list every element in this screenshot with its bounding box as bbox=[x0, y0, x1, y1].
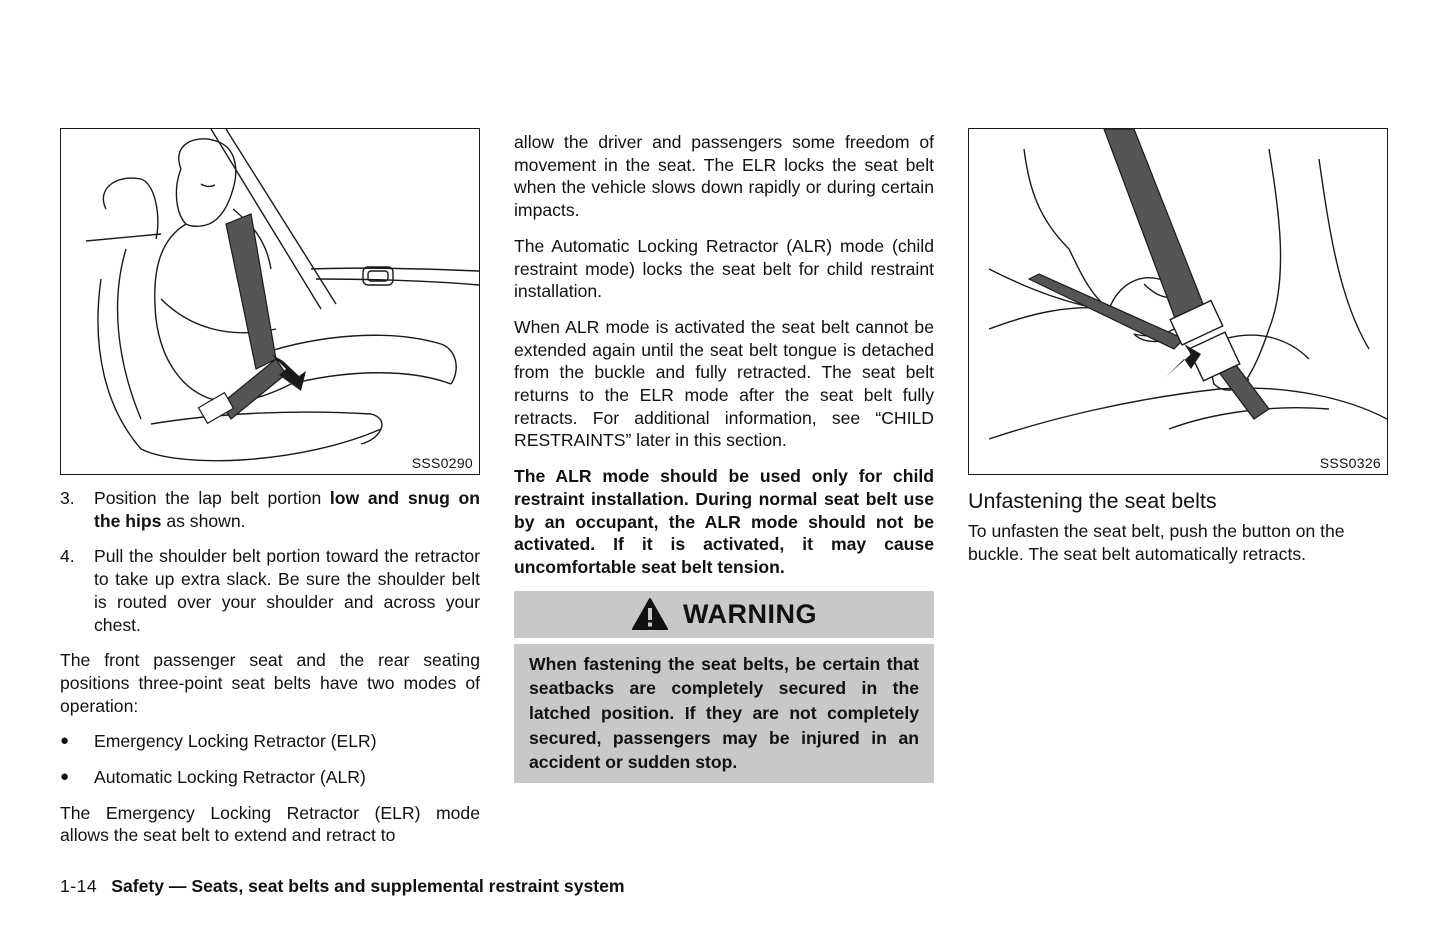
right-column bbox=[968, 128, 1388, 565]
step-number: 4. bbox=[60, 546, 75, 567]
buckle-release-illustration bbox=[969, 129, 1387, 474]
alr-intro: The Automatic Locking Retractor (ALR) mode (child restraint mode) locks the seat belt for child restraint installation. bbox=[514, 235, 934, 302]
step-text: Pull the shoulder belt portion toward the retractor to take up extra slack. Be sure the shoulder belt is routed over your shoulder and across your chest. bbox=[94, 546, 480, 635]
elr-paragraph-start: The Emergency Locking Retractor (ELR) mode allows the seat belt to extend and retract to bbox=[60, 802, 480, 846]
steps-list bbox=[60, 487, 480, 636]
section-title: Unfastening the seat belts bbox=[968, 489, 1217, 513]
list-item bbox=[60, 487, 480, 532]
list-item bbox=[60, 730, 480, 753]
middle-column bbox=[514, 131, 934, 783]
figure-code: SSS0326 bbox=[1319, 455, 1381, 471]
bullet-text: Emergency Locking Retractor (ELR) bbox=[94, 731, 377, 752]
seat-belt-illustration bbox=[61, 129, 479, 474]
warning-title: WARNING bbox=[683, 598, 817, 629]
alr-caution: The ALR mode should be used only for child restraint installation. During normal seat belt use by an occupant, the ALR mode should not be activated. If it is activated, it may cause uncomfortable seat belt tension. bbox=[514, 466, 934, 577]
list-item bbox=[60, 766, 480, 789]
warning-header bbox=[514, 591, 934, 638]
bullet-text: Automatic Locking Retractor (ALR) bbox=[94, 767, 366, 788]
step-text-end: as shown. bbox=[161, 510, 246, 531]
figure-code: SSS0290 bbox=[411, 455, 473, 471]
elr-paragraph-cont: allow the driver and passengers some freedom of movement in the seat. The ELR locks the seat belt when the vehicle slows down rapidly or during certain impacts. bbox=[514, 132, 934, 221]
list-item bbox=[60, 545, 480, 636]
modes-list bbox=[60, 730, 480, 788]
bullet-icon: ● bbox=[60, 732, 70, 750]
section-text: To unfasten the seat belt, push the button on the buckle. The seat belt automatically retracts. bbox=[968, 521, 1345, 564]
warning-text: When fastening the seat belts, be certain that seatbacks are completely secured in the latched position. If they are not completely secured, passengers may be injured in an accident or sudden stop. bbox=[514, 644, 934, 784]
page-footer bbox=[60, 876, 625, 897]
footer-title: Safety — Seats, seat belts and supplemental restraint system bbox=[111, 876, 625, 896]
left-column bbox=[60, 128, 480, 860]
modes-intro: The front passenger seat and the rear seating positions three-point seat belts have two modes of operation: bbox=[60, 650, 480, 716]
alr-activated: When ALR mode is activated the seat belt cannot be extended again until the seat belt tongue is detached from the buckle and fully retracted. The seat belt returns to the ELR mode after the seat belt fully retracts. For additional information, see “CHILD RESTRAINTS” later in this section. bbox=[514, 316, 934, 451]
figure-fasten-lap-belt bbox=[60, 128, 480, 475]
figure-unfasten-belt bbox=[968, 128, 1388, 475]
step-text-start: Position the lap belt portion bbox=[94, 488, 330, 508]
step-text-bold: low and snug on the hips bbox=[94, 488, 480, 531]
warning-triangle-icon bbox=[631, 597, 669, 631]
page-number: 1-14 bbox=[60, 876, 98, 896]
bullet-icon: ● bbox=[60, 768, 70, 786]
step-number: 3. bbox=[60, 488, 75, 508]
step-text bbox=[94, 487, 480, 532]
